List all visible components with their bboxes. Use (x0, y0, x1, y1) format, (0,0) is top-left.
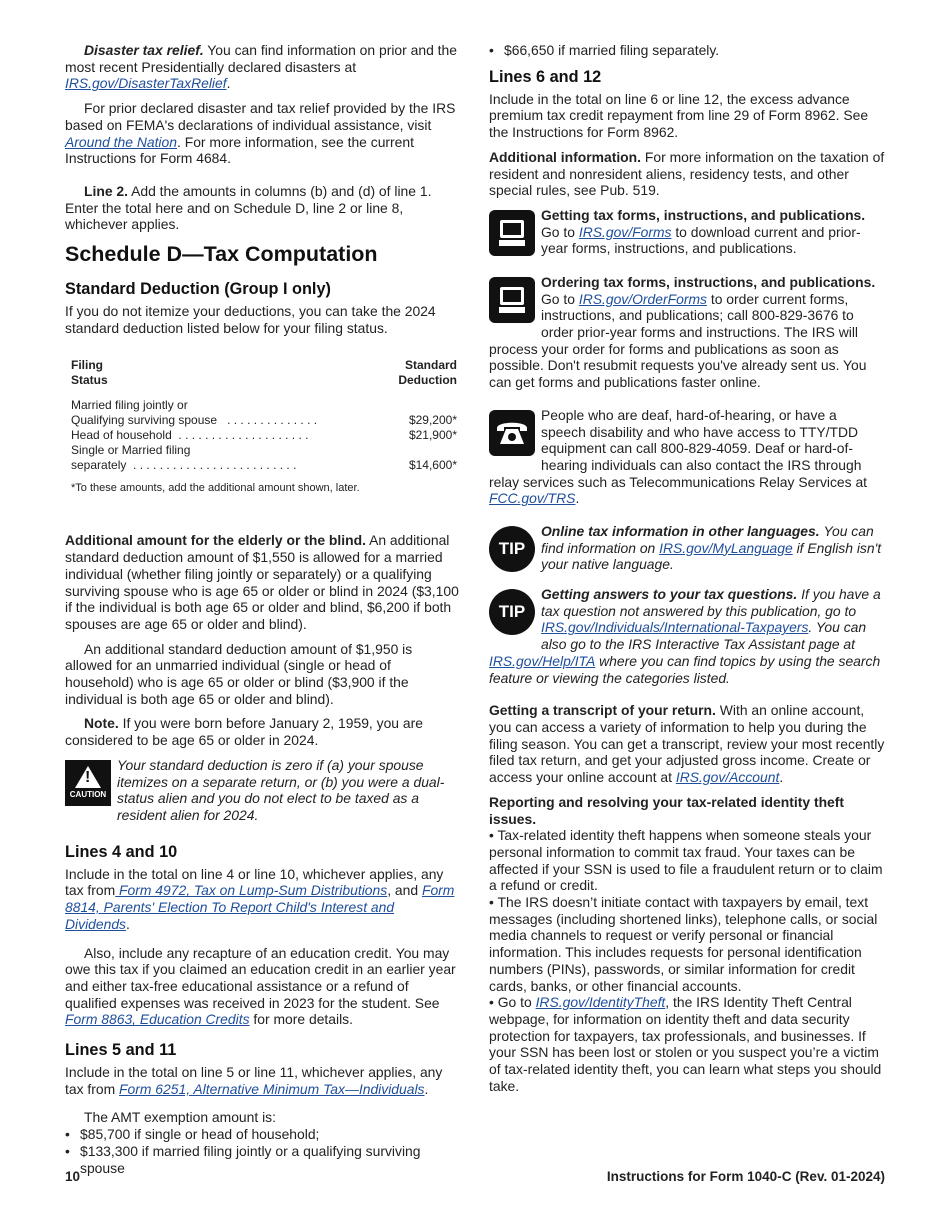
lines4-text: Include in the total on line 4 or line 10, whichever applies, any tax from (65, 865, 444, 899)
period: . (424, 1080, 429, 1097)
lines4-paragraph (65, 866, 461, 933)
bullet: • (489, 994, 494, 1011)
filing-status-header (71, 358, 108, 388)
list-item (65, 1143, 461, 1176)
period: . (226, 75, 231, 92)
irs-account-link[interactable]: IRS.gov/Account (675, 769, 780, 786)
period: . (126, 915, 130, 932)
recapture-text-end: for more details. (253, 1011, 353, 1028)
row-value: $29,200* (408, 413, 457, 428)
schedule-d-heading: Schedule D—Tax Computation (65, 242, 378, 267)
lines5-paragraph (65, 1064, 461, 1097)
caution-icon: ! CAUTION (65, 760, 111, 806)
form-8863-link[interactable]: Form 8863, Education Credits (65, 1011, 250, 1028)
recapture-paragraph (65, 945, 461, 1029)
header-text: Status (71, 373, 108, 388)
languages-text: You can find information on (541, 523, 874, 556)
period: . (575, 490, 580, 507)
ordering-forms-title: Ordering tax forms, instructions, and publications. (541, 273, 876, 290)
table-header (71, 358, 457, 388)
tip-icon (489, 589, 535, 635)
fema-text-end: . For more information, see the current Instructions for Form 4684. (65, 133, 414, 167)
list-item-text: The IRS doesn’t initiate contact with taxpayers by email, text messages (including shortened links), telephone calls, or social media channels to request or verify personal or financial information. This includes requests for personal identification numbers (PINs), passwords, or similar information for credit cards, banks, or other financial accounts. (489, 894, 878, 994)
languages-text-end: if English isn't your native language. (541, 539, 882, 573)
row-label: Single or Married filing (71, 443, 191, 458)
lines6-heading: Lines 6 and 12 (489, 67, 602, 86)
standard-deduction-heading: Standard Deduction (Group I only) (65, 280, 331, 299)
list-item (65, 1126, 461, 1143)
tip-label: TIP (498, 601, 526, 621)
row-label-text: Head of household (71, 428, 172, 443)
list-item (489, 994, 885, 1094)
list-item-text: Go to (497, 994, 532, 1011)
list-item (489, 894, 885, 994)
list-item-text: $133,300 if married filing jointly or a qualifying surviving spouse (80, 1142, 421, 1176)
footer-form-title: Instructions for Form 1040-C (Rev. 01-2024) (606, 1169, 885, 1184)
languages-tip-block (489, 523, 885, 574)
bullet: • (489, 894, 494, 911)
irs-forms-link[interactable]: IRS.gov/Forms (578, 223, 672, 240)
period: . (779, 769, 784, 786)
standard-deduction-header (398, 358, 457, 388)
caution-label: CAUTION (69, 789, 107, 799)
note-text: If you were born before January 2, 1959, you are considered to be age 65 or older in 2024. (65, 715, 423, 749)
form-6251-link[interactable]: Form 6251, Alternative Minimum Tax—Individuals (119, 1080, 425, 1097)
ordering-forms-text-end: to order current forms, instructions, and publications; call 800-829-3676 to order prior-year forms and instructions. The IRS will process your order for forms and publications as soon as possible. Don't resubmit requests you've already sent us. You can get forms and publications faster online. (489, 290, 867, 391)
elderly-title: Additional amount for the elderly or the blind. (65, 532, 366, 549)
additional-info-title: Additional information. (489, 148, 642, 165)
irs-identity-theft-link[interactable]: IRS.gov/IdentityTheft (535, 994, 666, 1011)
row-label: separately . . . . . . . . . . . . . . . . . . . . . . . . . (71, 458, 297, 473)
answers-tip-block (489, 586, 885, 686)
irs-international-taxpayers-link[interactable]: IRS.gov/Individuals/International-Taxpayers (541, 619, 809, 636)
fcc-trs-link[interactable]: FCC.gov/TRS (489, 490, 576, 507)
answers-text-end: where you can find topics by using the search feature or viewing the categories listed. (489, 652, 881, 686)
header-text: Filing (71, 358, 103, 373)
row-value: $21,900* (408, 428, 457, 443)
transcript-paragraph (489, 702, 885, 786)
irs-orderforms-link[interactable]: IRS.gov/OrderForms (578, 290, 707, 307)
left-column (65, 42, 461, 1176)
page-number: 10 (65, 1169, 81, 1184)
computer-icon (489, 277, 535, 323)
disaster-relief-paragraph (65, 42, 461, 92)
row-label: Head of household . . . . . . . . . . . . . . . . . . . . (71, 428, 309, 443)
disaster-relief-link[interactable]: IRS.gov/DisasterTaxRelief (65, 75, 227, 92)
bullet: • (489, 42, 494, 58)
transcript-title: Getting a transcript of your return. (489, 702, 716, 719)
lines6-paragraph: Include in the total on line 6 or line 12, the excess advance premium tax credit repayment from line 29 of Form 8962. See the Instructions for Form 8962. (489, 90, 869, 141)
standard-deduction-table (65, 358, 461, 496)
line2-text: Add the amounts in columns (b) and (d) of line 1. Enter the total here and on Schedule D, line 2 or line 8, whichever applies. (65, 182, 432, 233)
note-title: Note. (84, 715, 119, 732)
irs-mylanguage-link[interactable]: IRS.gov/MyLanguage (659, 539, 793, 556)
disaster-relief-title: Disaster tax relief. (84, 42, 204, 58)
note-paragraph (65, 715, 461, 748)
table-row (71, 428, 457, 443)
irs-help-ita-link[interactable]: IRS.gov/Help/ITA (489, 652, 596, 669)
lines4-and: , and (387, 882, 419, 899)
line2-paragraph (65, 183, 461, 233)
lines5-heading: Lines 5 and 11 (65, 1041, 177, 1060)
around-the-nation-link[interactable]: Around the Nation (65, 133, 177, 150)
answers-text-mid: . You can also go to the IRS Interactive Tax Assistant page at (541, 619, 867, 653)
line2-title: Line 2. (84, 182, 128, 199)
getting-forms-block (489, 207, 885, 258)
bullet: • (65, 1142, 70, 1159)
languages-title: Online tax information in other languages. (541, 523, 820, 540)
list-item-text: , the IRS Identity Theft Central webpage, for information on identity theft and data security protection for taxpayers, tax professionals, and businesses. If your SSN has been lost or stolen or you suspect you’re a victim of tax-related identity theft, you can learn what steps you should take. (489, 994, 882, 1094)
bullet: • (65, 1126, 70, 1143)
list-item (489, 827, 885, 894)
row-label: Married filing jointly or (71, 398, 188, 413)
row-label: Qualifying surviving spouse . . . . . . . . . . . . . . (71, 413, 318, 428)
transcript-text: With an online account, you can access a variety of information to help you during the filing season. You can get a transcript, review your most recently filed tax return, and get your adjusted gross income. Create or access your online account at (489, 702, 885, 786)
disaster-relief-text: You can find information on prior and the most recent Presidentially declared disasters at (65, 42, 457, 75)
getting-forms-title: Getting tax forms, instructions, and publications. (541, 206, 866, 223)
tty-block (489, 407, 885, 507)
form-8814-link[interactable]: Form 8814, Parents' Election To Report Child's Interest and Dividends (65, 882, 455, 932)
table-row (71, 398, 457, 428)
list-item (489, 42, 885, 59)
header-text: Standard (404, 358, 457, 373)
standard-deduction-text: If you do not itemize your deductions, you can take the 2024 standard deduction listed below for your filing status. (65, 303, 436, 336)
bullet: • (489, 827, 494, 844)
tip-icon (489, 526, 535, 572)
tip-label: TIP (498, 538, 526, 558)
list-item-text: $85,700 if single or head of household; (80, 1126, 320, 1143)
caution-block (65, 757, 461, 824)
header-text: Deduction (398, 373, 457, 388)
additional-info-text: For more information on the taxation of resident and nonresident aliens, residency tests, and other special rules, see Pub. 519. (489, 148, 885, 199)
recapture-text: Also, include any recapture of an education credit. You may owe this tax if you claimed an education credit in an earlier year and either tax-free educational assistance or a refund of qualified expenses was received in 2023 for the student. See (65, 944, 456, 1011)
fema-text: For prior declared disaster and tax relief provided by the IRS based on FEMA's declarations of individual assistance, visit (65, 100, 456, 133)
row-label-text: Qualifying surviving spouse (71, 413, 218, 428)
answers-title: Getting answers to your tax questions. (541, 586, 798, 603)
telephone-icon (489, 410, 535, 456)
elderly-text: An additional standard deduction amount of $1,550 is allowed for a married individual (whether filing jointly or separately) or a qualifying surviving spouse who is age 65 or older or blind in 2024 ($3,100 if the individual is both age 65 or older and blind, $6,200 if both spouses are age 65 or older and blind). (65, 532, 459, 632)
row-value: $14,600* (408, 458, 457, 473)
row-label-text: separately (71, 458, 127, 473)
additional-info-paragraph (489, 149, 885, 199)
elderly-paragraph (65, 532, 461, 632)
lines5-text: Include in the total on line 5 or line 11, whichever applies, any tax from (65, 1064, 443, 1097)
table-row (71, 443, 457, 473)
list-item-text: $66,650 if married filing separately. (504, 42, 720, 58)
right-column (489, 42, 885, 1094)
amt-intro: The AMT exemption amount is: (84, 1109, 276, 1126)
getting-forms-text-end: to download current and prior-year forms, instructions, and publications. (541, 223, 861, 257)
ordering-forms-block (489, 274, 885, 391)
tty-text: People who are deaf, hard-of-hearing, or have a speech disability and who have access to TTY/TDD equipment can call 800-829-4059. Deaf or hard-of-hearing individuals can also contact the IRS through relay services such as Telecommunications Relay Services at (489, 406, 868, 490)
unmarried-paragraph: An additional standard deduction amount of $1,950 is allowed for an unmarried individual (single or head of household) who is age 65 or older or blind ($3,900 if the individual is both age 65 or older and blind). (65, 640, 413, 707)
identity-theft-title: Reporting and resolving your tax-related identity theft issues. (489, 793, 845, 827)
fema-paragraph (65, 100, 461, 167)
caution-text: Your standard deduction is zero if (a) your spouse itemizes on a separate return, or (b) you were a dual-status alien and you do not elect to be taxed as a resident alien for 2024. (117, 756, 445, 823)
computer-icon (489, 210, 535, 256)
ordering-forms-text: Go to (541, 290, 575, 307)
form-4972-link[interactable]: Form 4972, Tax on Lump-Sum Distributions (115, 882, 388, 899)
list-item-text: Tax-related identity theft happens when someone steals your personal information to commit tax fraud. Your taxes can be affected if your SSN is used to file a fraudulent return or to claim a refund or credit. (489, 827, 883, 894)
table-footnote: *To these amounts, add the additional amount shown, later. (71, 482, 360, 495)
getting-forms-text: Go to (541, 223, 575, 240)
answers-text: If you have a tax question not answered by this publication, go to (541, 586, 881, 619)
lines4-heading: Lines 4 and 10 (65, 842, 178, 861)
